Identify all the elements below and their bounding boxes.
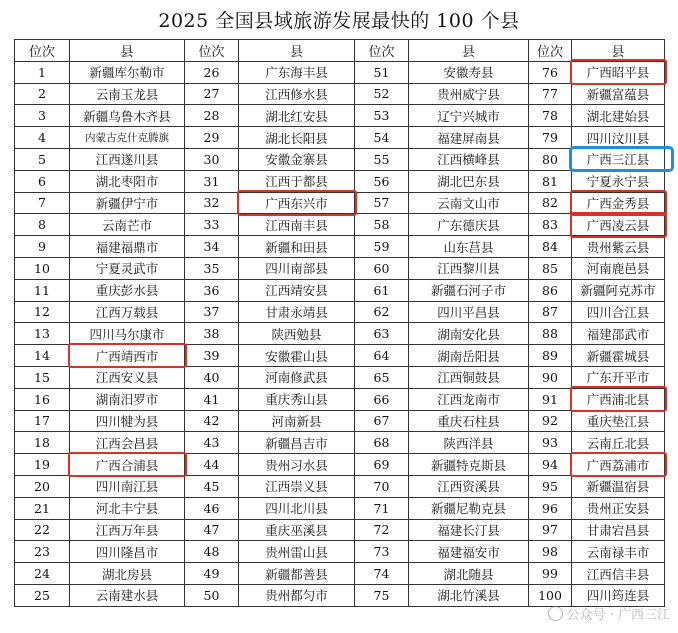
rank-cell: 64 xyxy=(355,345,409,367)
rank-cell: 3 xyxy=(15,105,70,127)
table-row xyxy=(15,257,665,279)
county-cell: 福建屏南县 xyxy=(409,127,529,149)
county-cell: 江西万载县 xyxy=(70,301,185,323)
rank-cell: 4 xyxy=(15,127,70,149)
rank-cell: 22 xyxy=(15,519,70,541)
rank-cell: 63 xyxy=(355,323,409,345)
header-county: 县 xyxy=(239,40,355,62)
county-cell: 重庆石柱县 xyxy=(409,410,529,432)
county-cell: 新疆伊宁市 xyxy=(70,192,185,214)
county-cell: 江西铜鼓县 xyxy=(409,366,529,388)
county-cell: 重庆巫溪县 xyxy=(239,519,355,541)
table-row xyxy=(15,345,665,367)
rank-cell: 51 xyxy=(355,61,409,83)
county-cell: 湖南汨罗市 xyxy=(70,388,185,410)
rank-cell: 43 xyxy=(185,432,239,454)
county-cell: 云南建水县 xyxy=(70,584,185,606)
county-cell: 贵州都匀市 xyxy=(239,584,355,606)
table-header-row xyxy=(15,40,665,62)
rank-cell: 74 xyxy=(355,563,409,585)
county-cell: 湖南安化县 xyxy=(409,323,529,345)
county-cell: 贵州习水县 xyxy=(239,454,355,476)
rank-cell: 59 xyxy=(355,236,409,258)
rank-cell: 84 xyxy=(529,236,572,258)
county-cell: 陕西勉县 xyxy=(239,323,355,345)
wechat-icon xyxy=(548,606,563,621)
county-cell: 四川犍为县 xyxy=(70,410,185,432)
county-cell: 安徽金寨县 xyxy=(239,148,355,170)
rank-cell: 25 xyxy=(15,584,70,606)
table-row xyxy=(15,301,665,323)
county-cell: 新疆昌吉市 xyxy=(239,432,355,454)
table-row xyxy=(15,563,665,585)
county-cell: 江西信丰县 xyxy=(572,563,665,585)
rank-cell: 15 xyxy=(15,366,70,388)
rank-cell: 16 xyxy=(15,388,70,410)
county-cell: 湖北枣阳市 xyxy=(70,170,185,192)
rank-cell: 77 xyxy=(529,83,572,105)
rank-cell: 86 xyxy=(529,279,572,301)
header-county: 县 xyxy=(409,40,529,62)
county-cell: 新疆霍城县 xyxy=(572,345,665,367)
county-cell: 四川隆昌市 xyxy=(70,541,185,563)
rank-cell: 14 xyxy=(15,345,70,367)
rank-cell: 76 xyxy=(529,61,572,83)
rank-cell: 23 xyxy=(15,541,70,563)
rank-cell: 48 xyxy=(185,541,239,563)
rank-cell: 98 xyxy=(529,541,572,563)
county-cell: 江西修水县 xyxy=(239,83,355,105)
county-cell: 四川马尔康市 xyxy=(70,323,185,345)
rank-cell: 81 xyxy=(529,170,572,192)
rank-cell: 7 xyxy=(15,192,70,214)
county-cell: 甘肃永靖县 xyxy=(239,301,355,323)
county-cell: 广东海丰县 xyxy=(239,61,355,83)
county-cell: 江西资溪县 xyxy=(409,475,529,497)
table-row xyxy=(15,432,665,454)
rank-cell: 73 xyxy=(355,541,409,563)
rank-cell: 57 xyxy=(355,192,409,214)
county-cell: 云南丘北县 xyxy=(572,432,665,454)
county-cell: 福建福安市 xyxy=(409,541,529,563)
table-row xyxy=(15,541,665,563)
county-cell: 四川汶川县 xyxy=(572,127,665,149)
rank-cell: 8 xyxy=(15,214,70,236)
county-cell: 湖北房县 xyxy=(70,563,185,585)
county-cell: 湖北红安县 xyxy=(239,105,355,127)
rank-cell: 72 xyxy=(355,519,409,541)
county-cell: 新疆富蕴县 xyxy=(572,83,665,105)
rank-cell: 97 xyxy=(529,519,572,541)
rank-cell: 13 xyxy=(15,323,70,345)
watermark xyxy=(548,604,670,623)
rank-cell: 94 xyxy=(529,454,572,476)
rank-cell: 37 xyxy=(185,301,239,323)
rank-cell: 60 xyxy=(355,257,409,279)
county-cell: 江西万年县 xyxy=(70,519,185,541)
rank-cell: 56 xyxy=(355,170,409,192)
rank-cell: 83 xyxy=(529,214,572,236)
rank-cell: 69 xyxy=(355,454,409,476)
table-row xyxy=(15,454,665,476)
ranking-table xyxy=(14,39,665,607)
county-cell: 湖北长阳县 xyxy=(239,127,355,149)
rank-cell: 99 xyxy=(529,563,572,585)
rank-cell: 75 xyxy=(355,584,409,606)
county-cell: 湖南岳阳县 xyxy=(409,345,529,367)
rank-cell: 10 xyxy=(15,257,70,279)
county-cell: 四川合江县 xyxy=(572,301,665,323)
header-county: 县 xyxy=(572,40,665,62)
rank-cell: 5 xyxy=(15,148,70,170)
rank-cell: 53 xyxy=(355,105,409,127)
rank-cell: 50 xyxy=(185,584,239,606)
county-cell: 新疆特克斯县 xyxy=(409,454,529,476)
county-cell: 贵州紫云县 xyxy=(572,236,665,258)
page-title: 2025 全国县域旅游发展最快的 100 个县 xyxy=(158,10,520,32)
rank-cell: 31 xyxy=(185,170,239,192)
county-cell: 安徽霍山县 xyxy=(239,345,355,367)
rank-cell: 93 xyxy=(529,432,572,454)
rank-cell: 70 xyxy=(355,475,409,497)
table-row xyxy=(15,192,665,214)
county-cell: 四川平昌县 xyxy=(409,301,529,323)
header-rank: 位次 xyxy=(15,40,70,62)
rank-cell: 32 xyxy=(185,192,239,214)
county-cell: 四川北川县 xyxy=(239,497,355,519)
county-cell: 宁夏灵武市 xyxy=(70,257,185,279)
table-row xyxy=(15,475,665,497)
header-rank: 位次 xyxy=(185,40,239,62)
rank-cell: 34 xyxy=(185,236,239,258)
county-cell: 广东开平市 xyxy=(572,366,665,388)
rank-cell: 21 xyxy=(15,497,70,519)
county-cell: 河南鹿邑县 xyxy=(572,257,665,279)
county-cell: 江西遂川县 xyxy=(70,148,185,170)
county-cell: 河南修武县 xyxy=(239,366,355,388)
county-cell: 四川南部县 xyxy=(239,257,355,279)
county-cell: 新疆和田县 xyxy=(239,236,355,258)
table-row xyxy=(15,127,665,149)
table-row xyxy=(15,61,665,83)
county-cell: 新疆库尔勒市 xyxy=(70,61,185,83)
rank-cell: 9 xyxy=(15,236,70,258)
county-cell: 湖北竹溪县 xyxy=(409,584,529,606)
county-cell: 新疆石河子市 xyxy=(409,279,529,301)
rank-cell: 27 xyxy=(185,83,239,105)
rank-cell: 89 xyxy=(529,345,572,367)
county-cell: 湖北随县 xyxy=(409,563,529,585)
county-cell: 四川筠连县 xyxy=(572,584,665,606)
county-cell: 云南芒市 xyxy=(70,214,185,236)
rank-cell: 100 xyxy=(529,584,572,606)
table-row xyxy=(15,236,665,258)
county-cell: 新疆尼勒克县 xyxy=(409,497,529,519)
rank-cell: 82 xyxy=(529,192,572,214)
county-cell: 山东莒县 xyxy=(409,236,529,258)
rank-cell: 67 xyxy=(355,410,409,432)
county-cell: 广西东兴市 xyxy=(239,192,355,214)
rank-cell: 58 xyxy=(355,214,409,236)
county-cell: 广西金秀县 xyxy=(572,192,665,214)
county-cell: 河南新县 xyxy=(239,410,355,432)
rank-cell: 41 xyxy=(185,388,239,410)
county-cell: 江西安义县 xyxy=(70,366,185,388)
rank-cell: 54 xyxy=(355,127,409,149)
rank-cell: 96 xyxy=(529,497,572,519)
table-body xyxy=(15,61,665,606)
rank-cell: 95 xyxy=(529,475,572,497)
table-row xyxy=(15,105,665,127)
rank-cell: 65 xyxy=(355,366,409,388)
rank-cell: 1 xyxy=(15,61,70,83)
county-cell: 宁夏永宁县 xyxy=(572,170,665,192)
county-cell: 贵州正安县 xyxy=(572,497,665,519)
rank-cell: 2 xyxy=(15,83,70,105)
county-cell: 江西南丰县 xyxy=(239,214,355,236)
rank-cell: 35 xyxy=(185,257,239,279)
rank-cell: 30 xyxy=(185,148,239,170)
county-cell: 江西崇义县 xyxy=(239,475,355,497)
county-cell: 广西凌云县 xyxy=(572,214,665,236)
county-cell: 陕西洋县 xyxy=(409,432,529,454)
rank-cell: 36 xyxy=(185,279,239,301)
county-cell: 广西靖西市 xyxy=(70,345,185,367)
county-cell: 河北丰宁县 xyxy=(70,497,185,519)
county-cell: 新疆温宿县 xyxy=(572,475,665,497)
header-rank: 位次 xyxy=(355,40,409,62)
table-row xyxy=(15,83,665,105)
rank-cell: 17 xyxy=(15,410,70,432)
county-cell: 新疆都善县 xyxy=(239,563,355,585)
county-cell: 新疆阿克苏市 xyxy=(572,279,665,301)
rank-cell: 29 xyxy=(185,127,239,149)
rank-cell: 18 xyxy=(15,432,70,454)
county-cell: 江西于都县 xyxy=(239,170,355,192)
rank-cell: 87 xyxy=(529,301,572,323)
header-rank: 位次 xyxy=(529,40,572,62)
rank-cell: 55 xyxy=(355,148,409,170)
rank-cell: 39 xyxy=(185,345,239,367)
rank-cell: 92 xyxy=(529,410,572,432)
rank-cell: 26 xyxy=(185,61,239,83)
table-row xyxy=(15,519,665,541)
rank-cell: 66 xyxy=(355,388,409,410)
rank-cell: 20 xyxy=(15,475,70,497)
rank-cell: 46 xyxy=(185,497,239,519)
table-row xyxy=(15,366,665,388)
county-cell: 贵州雷山县 xyxy=(239,541,355,563)
rank-cell: 78 xyxy=(529,105,572,127)
table-row xyxy=(15,388,665,410)
rank-cell: 12 xyxy=(15,301,70,323)
county-cell: 福建邵武市 xyxy=(572,323,665,345)
county-cell: 福建长汀县 xyxy=(409,519,529,541)
county-cell: 辽宁兴城市 xyxy=(409,105,529,127)
county-cell: 江西靖安县 xyxy=(239,279,355,301)
rank-cell: 33 xyxy=(185,214,239,236)
county-cell: 四川南江县 xyxy=(70,475,185,497)
county-cell: 江西横峰县 xyxy=(409,148,529,170)
table-row xyxy=(15,497,665,519)
rank-cell: 91 xyxy=(529,388,572,410)
county-cell: 广西三江县 xyxy=(572,148,665,170)
rank-cell: 42 xyxy=(185,410,239,432)
county-cell: 湖北建始县 xyxy=(572,105,665,127)
table-row xyxy=(15,410,665,432)
county-cell: 贵州威宁县 xyxy=(409,83,529,105)
header-county: 县 xyxy=(70,40,185,62)
county-cell: 江西会昌县 xyxy=(70,432,185,454)
rank-cell: 52 xyxy=(355,83,409,105)
rank-cell: 11 xyxy=(15,279,70,301)
rank-cell: 71 xyxy=(355,497,409,519)
county-cell: 江西龙南市 xyxy=(409,388,529,410)
county-cell: 云南文山市 xyxy=(409,192,529,214)
county-cell: 重庆垫江县 xyxy=(572,410,665,432)
county-cell: 广西浦北县 xyxy=(572,388,665,410)
rank-cell: 38 xyxy=(185,323,239,345)
table-row xyxy=(15,279,665,301)
county-cell: 广西昭平县 xyxy=(572,61,665,83)
county-cell: 内蒙古克什克腾旗 xyxy=(70,127,185,149)
rank-cell: 19 xyxy=(15,454,70,476)
county-cell: 广东德庆县 xyxy=(409,214,529,236)
rank-cell: 85 xyxy=(529,257,572,279)
county-cell: 广西合浦县 xyxy=(70,454,185,476)
rank-cell: 62 xyxy=(355,301,409,323)
table-row xyxy=(15,148,665,170)
rank-cell: 80 xyxy=(529,148,572,170)
county-cell: 新疆乌鲁木齐县 xyxy=(70,105,185,127)
county-cell: 重庆彭水县 xyxy=(70,279,185,301)
watermark-text: 公众号 · 广西三江 xyxy=(566,608,670,623)
rank-cell: 61 xyxy=(355,279,409,301)
rank-cell: 28 xyxy=(185,105,239,127)
rank-cell: 90 xyxy=(529,366,572,388)
county-cell: 安徽寿县 xyxy=(409,61,529,83)
county-cell: 重庆秀山县 xyxy=(239,388,355,410)
rank-cell: 88 xyxy=(529,323,572,345)
rank-cell: 49 xyxy=(185,563,239,585)
table-row xyxy=(15,323,665,345)
county-cell: 云南禄丰市 xyxy=(572,541,665,563)
rank-cell: 68 xyxy=(355,432,409,454)
county-cell: 云南玉龙县 xyxy=(70,83,185,105)
table-row xyxy=(15,214,665,236)
rank-cell: 45 xyxy=(185,475,239,497)
county-cell: 湖北巴东县 xyxy=(409,170,529,192)
county-cell: 广西荔浦市 xyxy=(572,454,665,476)
table-row xyxy=(15,584,665,606)
rank-cell: 6 xyxy=(15,170,70,192)
county-cell: 江西黎川县 xyxy=(409,257,529,279)
rank-cell: 24 xyxy=(15,563,70,585)
table-row xyxy=(15,170,665,192)
rank-cell: 44 xyxy=(185,454,239,476)
rank-cell: 40 xyxy=(185,366,239,388)
rank-cell: 79 xyxy=(529,127,572,149)
county-cell: 福建福鼎市 xyxy=(70,236,185,258)
rank-cell: 47 xyxy=(185,519,239,541)
county-cell: 甘肃宕昌县 xyxy=(572,519,665,541)
